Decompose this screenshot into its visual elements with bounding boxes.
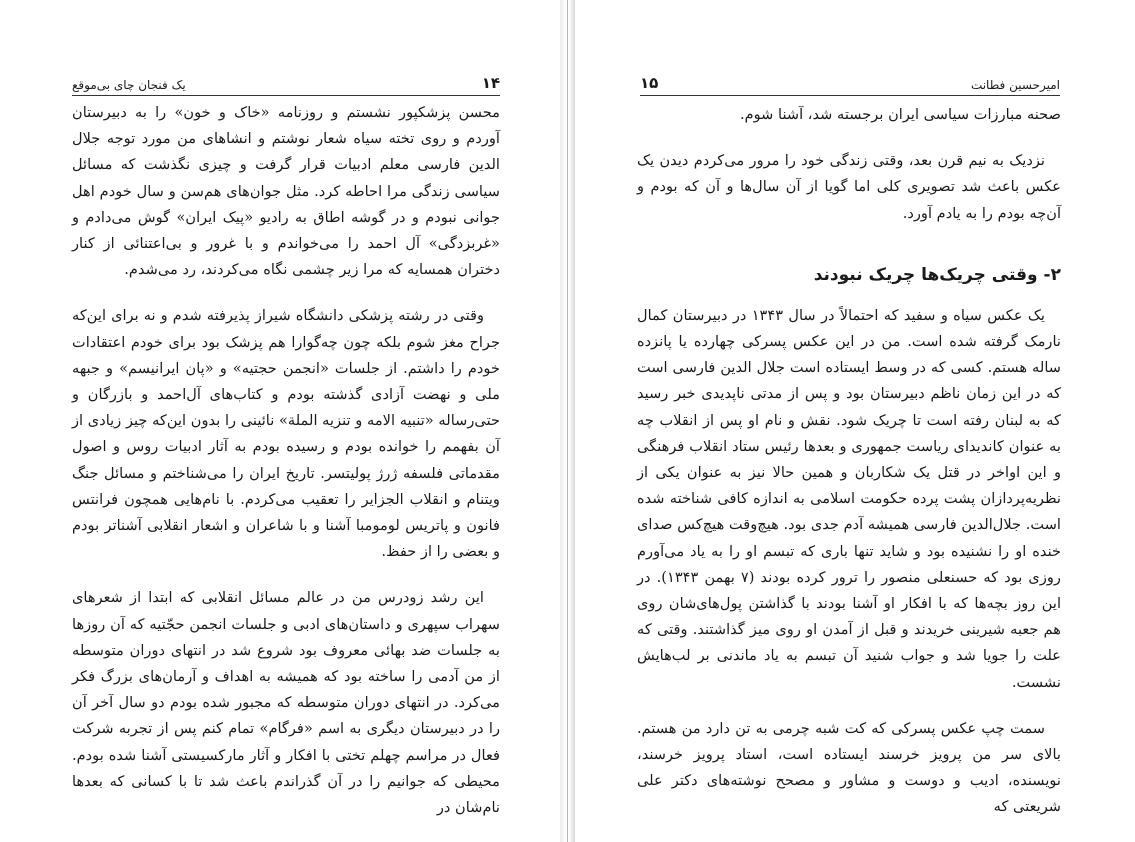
right-running-head [640, 70, 1060, 96]
left-running-title: یک فنجان چای بی‌موقع [72, 78, 186, 92]
right-page [575, 0, 1135, 842]
gutter-divider [567, 0, 568, 842]
paragraph: یک عکس سیاه و سفید که احتمالاً در سال ۱۳۴۳ در دبیرستان کمال نارمک گرفته شده است. من در این عکس پسرکی چهارده یا پانزده ساله هستم. کسی که در وسط ایستاده است جلال الدین فارسی است که در این زمان ناظم دبیرستان بود و پس از مدتی ناپدیدی خبر رسید که به لبنان رفته است تا چریک شود. نقش و نام او پس از انقلاب چه به عنوان کاندیدای ریاست جمهوری و بعدها رئیس ستاد انقلاب فرهنگی و این اواخر در قتل یک شکاربان و همین حالا نیز به عنوان یکی از نظریه‌پردازان پشت پرده حکومت اسلامی به اندازه کافی شناخته شده است. جلال‌الدین فارسی همیشه آدم جدی بود. هیچ‌وقت هیچ‌کس صدای خنده او را نشنیده بود و شاید تنها باری که تبسم او را به یاد می‌آورم روزی بود که حسنعلی منصور را ترور کرده بودند (۷ بهمن ۱۳۴۳). در این روز بچه‌ها که با افکار او آشنا بودند با گذاشتن پول‌های‌شان روی هم جعبه شیرینی خریدند و قبل از آمدن او روی میز گذاشتند. وقتی که علت را جویا شد و جواب شنید آن تبسم به یاد ماندنی بر لب‌هایش نشست. [637, 306, 1061, 691]
paragraph: محسن پزشکپور نشستم و روزنامه «خاک و خون» را به دبیرستان آوردم و روی تخته سیاه شعار نوشتم و انشاهای من مورد توجه جلال الدین فارسی معلم ادبیات قرار گرفت و چیزی نگذشت که مسائل سیاسی زندگی‌ مرا احاطه کرد. مثل جوان‌های هم‌سن و سال خودم اهل جوانی نبودم و در گوشه اطاق به رادیو «پیک ایران» گوش می‌دادم و «غربزدگی» آل احمد را می‌خواندم و با غرور و بی‌اعتنائی از کنار دختران همسایه که مرا زیر چشمی نگاه می‌کردند، رد می‌شدم. [72, 104, 500, 279]
left-page [0, 0, 560, 842]
paragraph: صحنه مبارزات سیاسی ایران برجسته شد، آشنا شوم. [739, 106, 1061, 123]
left-running-head [72, 70, 500, 96]
left-page-number: ۱۴ [481, 74, 500, 92]
paragraph: این رشد زودرس من در عالم مسائل انقلابی که ابتدا از شعرهای سهراب سپهری و داستان‌های ادبی و جلسات انجمن حجّتیه که آن روزها به جلسات ضد بهائی معروف بود شروع شد در انتهای دوران متوسطه از من آدمی را ساخته بود که همیشه به اهداف و آرمان‌های بزرگ فکر می‌کرد. در انتهای دوران متوسطه که مجبور شده بودم دو سال آخر آن را در دبیرستان دیگری به اسم «فرگام» تمام کنم پس از تجربه شرکت فعال در مراسم چهلم تختی با افکار و آثار مارکسیستی آشنا شده بودم. محیطی که جوانیم را در آن گذراندم باعث شد تا با کسانی که بعدها نام‌شان در [72, 589, 500, 817]
right-page-number: ۱۵ [640, 74, 659, 92]
paragraph: سمت چپ عکس پسرکی که کت شبه چرمی به تن دارد من هستم. بالای سر من پرویز خرسند ایستاده است، استاد پرویز خرسند، نویسنده، ادیب و دوست و مشاور و مصحح نوشته‌های دکتر علی شریعتی که [637, 719, 1061, 816]
left-body-text [72, 100, 500, 841]
paragraph: نزدیک به نیم قرن بعد، وقتی زندگی خود را مرور می‌کردم دیدن یک عکس باعث شد تصویری کلی اما گویا از آن سال‌ها و آن که بودم و آن‌چه بودم را به یادم آورد. [637, 152, 1061, 222]
right-body-text [637, 102, 1061, 841]
right-running-title: امیرحسین فطانت [970, 78, 1060, 92]
paragraph: وقتی در رشته پزشکی دانشگاه شیراز پذیرفته شدم و نه برای این‌که جراح مغز شوم بلکه چون چه‌گوارا هم پزشک بود برای خودم اعتقادات خودم را داشتم. از جلسات «انجمن حجتیه» و «پان ایرانیسم» و جبهه ملی و نهضت آزادی گذشته بودم و کتاب‌های آل‌احمد و بازرگان و حتی‌رساله «تنبیه الامه و تنزیه الملة» نائینی را بدون این‌که چیز زیادی از آن بفهمم را خوانده بودم و رسیده بودم به آثار ادبیات روس و اصول مقدماتی فلسفه ژرژ پولیتسر. تاریخ ایران را می‌شناختم و مسائل جنگ ویتنام و انقلاب الجزایر را تعقیب می‌کردم. با نام‌هایی همچون فرانتس فانون و پاتریس لومومبا آشنا و با شاعران و اشعار انقلابی آشناتر بودم و بعضی را از حفظ. [72, 307, 500, 561]
section-heading: ۲- وقتی چریک‌ها چریک نبودند [813, 264, 1061, 285]
